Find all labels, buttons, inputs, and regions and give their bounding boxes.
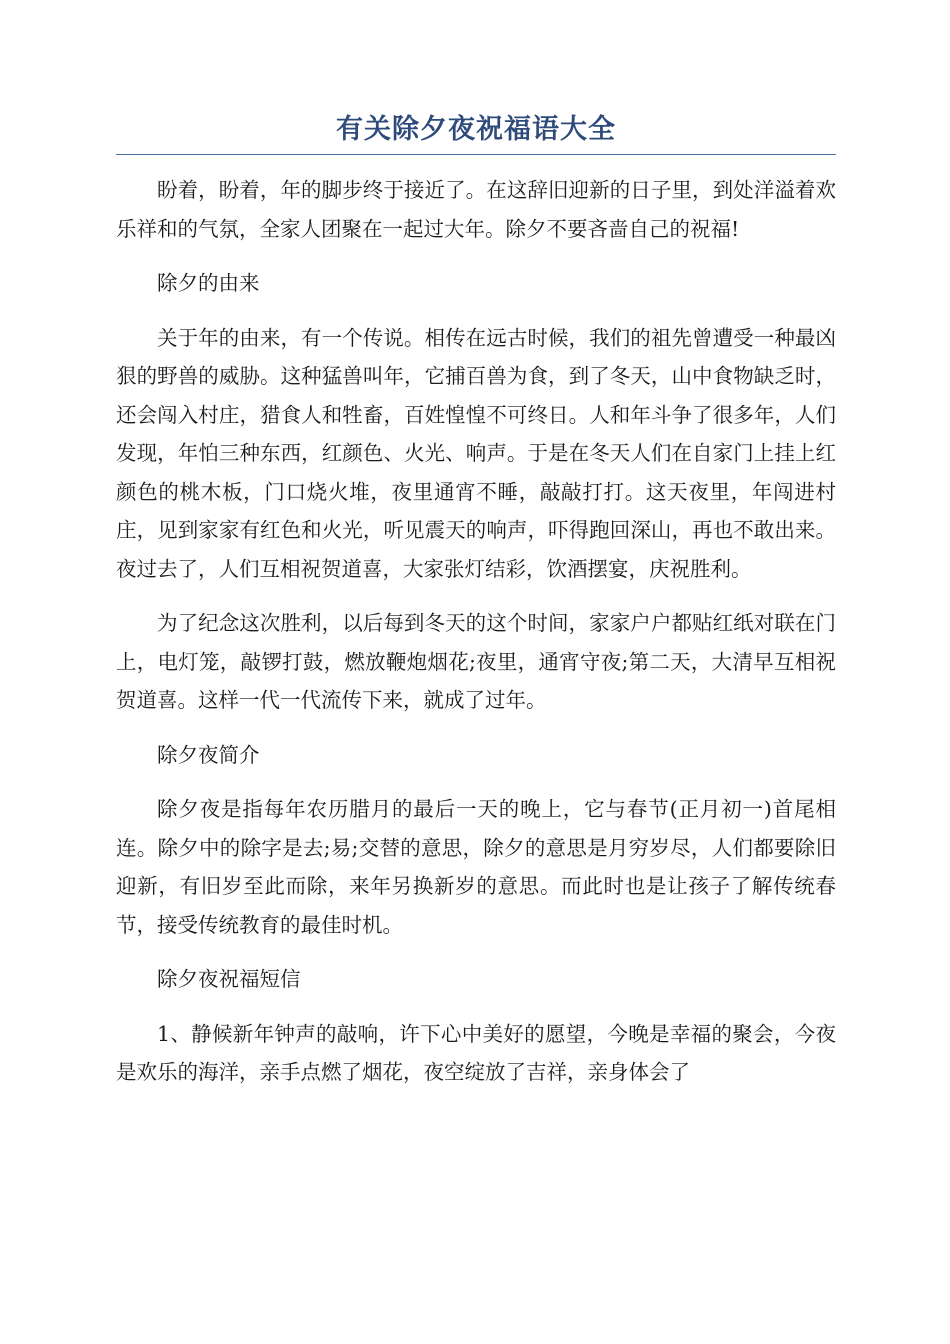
section-heading-intro: 除夕夜简介 xyxy=(157,742,260,767)
intro-paragraph: 盼着，盼着，年的脚步终于接近了。在这辞旧迎新的日子里，到处洋溢着欢乐祥和的气氛，全家人团聚在一起过大年。除夕不要吝啬自己的祝福! xyxy=(116,178,836,241)
sms-item-1: 1、静候新年钟声的敲响，许下心中美好的愿望，今晚是幸福的聚会，今夜是欢乐的海洋，亲手点燃了烟花，夜空绽放了吉祥，亲身体会了 xyxy=(116,1021,836,1084)
section-heading-sms: 除夕夜祝福短信 xyxy=(157,967,301,991)
intro-description-paragraph: 除夕夜是指每年农历腊月的最后一天的晚上，它与春节(正月初一)首尾相连。除夕中的除字是去;易;交替的意思，除夕的意思是月穷岁尽，人们都要除旧迎新，有旧岁至此而除，来年另换新岁的意思。而此时也是让孩子了解传统春节，接受传统教育的最佳时机。 xyxy=(116,797,836,937)
document-page xyxy=(116,110,836,1108)
document-title: 有关除夕夜祝福语大全 xyxy=(116,110,836,155)
document-body xyxy=(116,171,836,1092)
section-heading-origin: 除夕的由来 xyxy=(157,271,260,295)
origin-legend-paragraph: 关于年的由来，有一个传说。相传在远古时候，我们的祖先曾遭受一种最凶狠的野兽的威胁。这种猛兽叫年，它捕百兽为食，到了冬天，山中食物缺乏时，还会闯入村庄，猎食人和牲畜，百姓惶惶不可终日。人和年斗争了很多年，人们发现，年怕三种东西，红颜色、火光、响声。于是在冬天人们在自家门上挂上红颜色的桃木板，门口烧火堆，夜里通宵不睡，敲敲打打。这天夜里，年闯进村庄，见到家家有红色和火光，听见震天的响声，吓得跑回深山，再也不敢出来。夜过去了，人们互相祝贺道喜，大家张灯结彩，饮酒摆宴，庆祝胜利。 xyxy=(116,325,836,581)
origin-custom-paragraph: 为了纪念这次胜利，以后每到冬天的这个时间，家家户户都贴红纸对联在门上，电灯笼，敲锣打鼓，燃放鞭炮烟花;夜里，通宵守夜;第二天，大清早互相祝贺道喜。这样一代一代流传下来，就成了过年。 xyxy=(116,611,836,712)
